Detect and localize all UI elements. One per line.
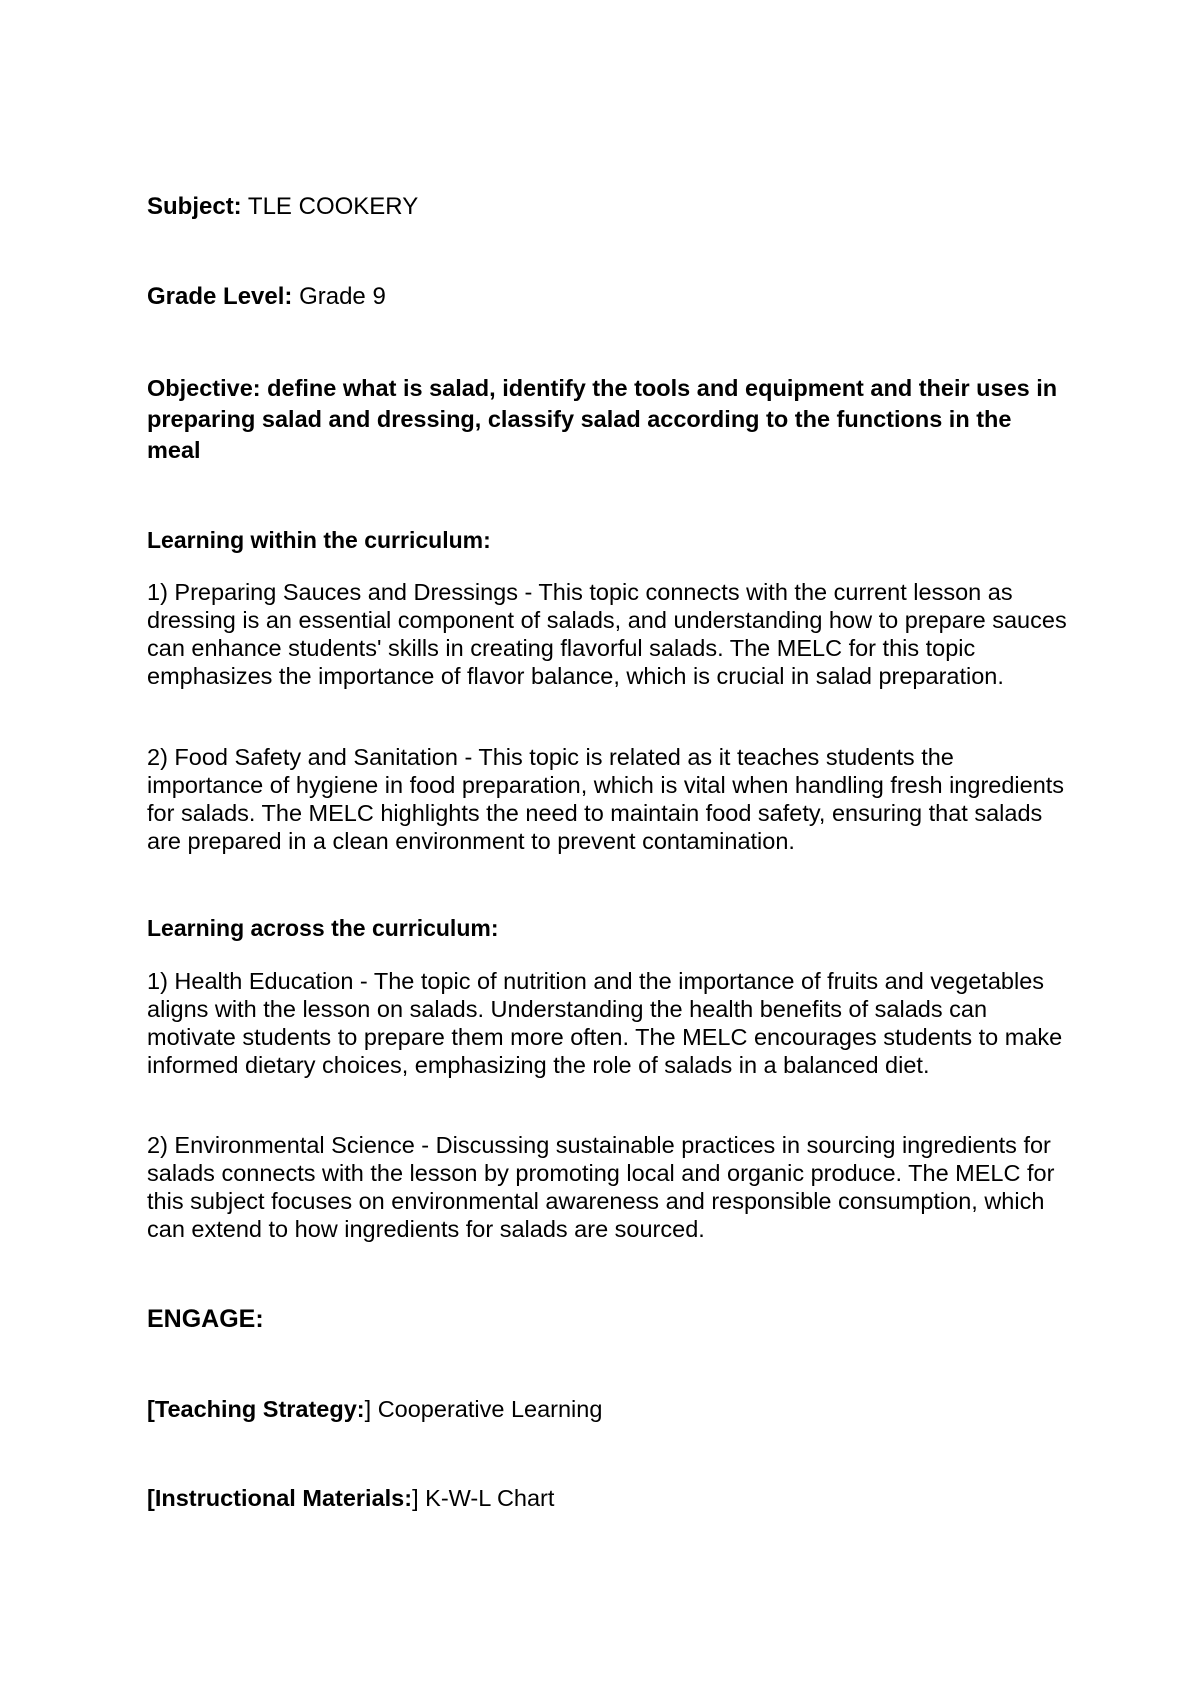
objective-text: define what is salad, identify the tools and equipment and their uses in preparing salad and dressing, classify salad according to the functions in the meal [147,375,1058,463]
instructional-materials-value: K-W-L Chart [418,1485,555,1511]
grade-level-line [147,283,1067,311]
learning-across-item-2: 2) Environmental Science - Discussing sustainable practices in sourcing ingredients for salads connects with the lesson by promoting local and organic produce. The MELC for this subject focuses on environmental awareness and responsible consumption, which can extend to how ingredients for salads are sourced. [147,1132,1055,1242]
objective-paragraph [147,373,1067,466]
instructional-materials-label: Instructional Materials: [154,1485,413,1511]
instructional-materials-line [147,1484,1067,1512]
engage-heading: ENGAGE: [147,1305,264,1333]
teaching-strategy-line [147,1395,1067,1423]
subject-value: TLE COOKERY [247,193,419,220]
teaching-strategy-open-bracket: [ [147,1396,155,1422]
learning-within-item-1: 1) Preparing Sauces and Dressings - This topic connects with the current lesson as dressing is an essential component of salads, and understanding how to prepare sauces can enhance students' skills in creating flavorful salads. The MELC for this topic emphasizes the importance of flavor balance, which is crucial in salad preparation. [147,579,1067,689]
grade-level-label: Grade Level: [147,283,293,310]
instructional-materials-open-bracket: [ [147,1485,155,1511]
objective-label: Objective: [147,375,261,401]
learning-within-item-2: 2) Food Safety and Sanitation - This topic is related as it teaches students the importance of hygiene in food preparation, which is vital when handling fresh ingredients for salads. The MELC highlights the need to maintain food safety, ensuring that salads are prepared in a clean environment to prevent contamination. [147,744,1065,854]
teaching-strategy-label: Teaching Strategy: [154,1396,365,1422]
subject-label: Subject: [147,193,242,220]
instructional-materials-close-bracket: ] [412,1485,419,1511]
learning-across-item-1: 1) Health Education - The topic of nutrition and the importance of fruits and vegetables aligns with the lesson on salads. Understanding the health benefits of salads can motivate students to prepare them more often. The MELC encourages students to make informed dietary choices, emphasizing the role of salads in a balanced diet. [147,968,1063,1078]
learning-within-heading: Learning within the curriculum: [147,527,491,553]
learning-across-heading: Learning across the curriculum: [147,915,499,941]
teaching-strategy-value: Cooperative Learning [371,1396,603,1422]
grade-level-value: Grade 9 [299,283,386,310]
teaching-strategy-close-bracket: ] [364,1396,372,1422]
subject-line [147,193,1067,221]
